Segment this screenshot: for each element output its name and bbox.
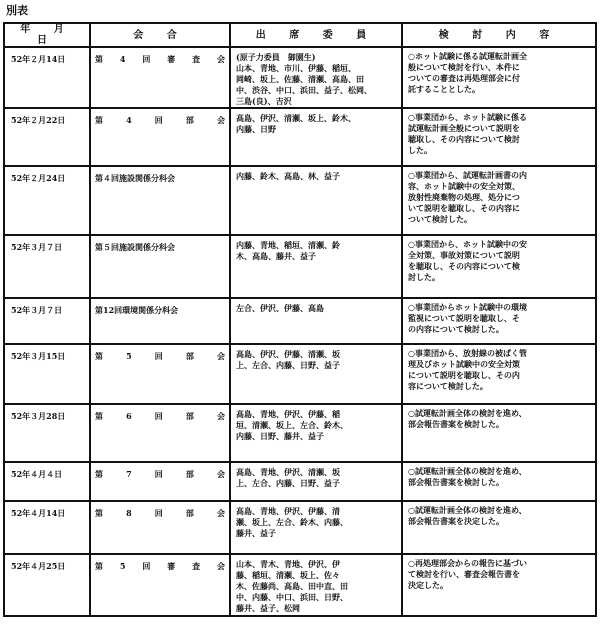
meeting-name-part: 第５回施設関係分科会 — [95, 242, 175, 252]
members-line: 山本、青地、市川、伊藤、稲垣、 — [236, 63, 356, 73]
content-line: の内容について検討した。 — [408, 324, 504, 334]
meeting-name-part: 査 — [192, 561, 201, 571]
content-line: ○試運転計画全体の検討を進め、 — [408, 505, 527, 515]
members-line: 木、高島、藤井、益子 — [236, 251, 316, 261]
content-line: 討した。 — [408, 272, 440, 282]
table-row — [4, 166, 596, 235]
content-line: 般について検討を行い、本件に — [408, 62, 520, 72]
cell-meeting — [90, 235, 230, 298]
content-line: 監視について説明を聴取し、そ — [408, 313, 520, 323]
cell-meeting — [90, 462, 230, 501]
content-line: 聴取し、その内容について検討 — [408, 134, 520, 144]
cell-members — [230, 404, 402, 462]
cell-date: 52年３月７日 — [4, 235, 90, 298]
meeting-name-part: 5 — [119, 561, 126, 571]
members-line: 高島、青地、伊沢、清瀬、坂 — [236, 467, 340, 477]
meeting-name-part: 7 — [126, 469, 132, 479]
members-line: 高島、青地、伊沢、伊藤、稲 — [236, 409, 340, 419]
table-row — [4, 404, 596, 462]
members-line: 木、佐藤尚、高島、田中直、田 — [236, 581, 348, 591]
meeting-name-part: 第 — [95, 508, 103, 518]
content-line: ○事業団から、ホット試験に係る — [408, 112, 527, 122]
cell-meeting — [90, 344, 230, 404]
cell-date: 52年３月28日 — [4, 404, 90, 462]
content-line: 理及びホット試験中の安全対策 — [408, 359, 520, 369]
meeting-name-part: 会 — [216, 469, 225, 479]
cell-meeting — [90, 166, 230, 235]
members-line: 高島、伊沢、伊藤、清瀬、坂 — [236, 349, 340, 359]
cell-content — [402, 344, 596, 404]
table-row — [4, 344, 596, 404]
members-line: 中、内藤、中口、浜田、日野、 — [236, 592, 348, 602]
members-line: 内藤、日野 — [236, 124, 276, 134]
table-row — [4, 462, 596, 501]
members-line: 山本、青木、青地、伊沢、伊 — [236, 559, 340, 569]
cell-date: 52年４月25日 — [4, 554, 90, 616]
cell-content — [402, 554, 596, 616]
meeting-name-part: 4 — [119, 54, 126, 64]
members-line: 岡崎、坂上、佐藤、清瀬、高島、田 — [236, 74, 364, 84]
meeting-name-part: 会 — [216, 508, 225, 518]
members-line: 高島、青地、伊沢、伊藤、清 — [236, 506, 340, 516]
meeting-name-part: 会 — [216, 115, 225, 125]
content-line: て検討を行い、審査会報告書を — [408, 569, 520, 579]
table-body — [4, 47, 596, 616]
content-line: 託することとした。 — [408, 84, 480, 94]
content-line: ついての審査は再処理部会に付 — [408, 73, 520, 83]
cell-members — [230, 298, 402, 344]
meeting-name-part: 会 — [216, 561, 225, 571]
table-row — [4, 501, 596, 554]
cell-date: 52年４月14日 — [4, 501, 90, 554]
content-line: 決定した。 — [408, 580, 448, 590]
content-line: ○試運転計画全体の検討を進め、 — [408, 408, 527, 418]
content-line: 全対策、事故対策について説明 — [408, 250, 520, 260]
cell-members — [230, 344, 402, 404]
content-line: ○事業団から、放射線の被ばく管 — [408, 348, 527, 358]
cell-date: 52年２月14日 — [4, 47, 90, 108]
meeting-name-part: 回 — [154, 469, 163, 479]
meeting-name — [95, 561, 229, 572]
cell-meeting — [90, 108, 230, 166]
cell-content — [402, 47, 596, 108]
content-line: を聴取し、その内容について検 — [408, 261, 520, 271]
table-row — [4, 108, 596, 166]
members-line: 三島(良)、吉沢 — [236, 96, 292, 106]
content-line: ○事業団から、ホット試験中の安 — [408, 239, 527, 249]
cell-content — [402, 235, 596, 298]
meeting-name-part: 回 — [142, 561, 151, 571]
meeting-name-part: 査 — [192, 54, 201, 64]
cell-content — [402, 166, 596, 235]
header-date: 年 月 日 — [4, 23, 90, 47]
meeting-name-part: 審 — [167, 54, 176, 64]
cell-content — [402, 501, 596, 554]
members-line: 高島、伊沢、清瀬、坂上、鈴木、 — [236, 113, 356, 123]
content-line: 容、ホット試験中の安全対策、 — [408, 181, 520, 191]
meeting-name-part: 会 — [216, 54, 225, 64]
table-caption: 別表 — [6, 4, 28, 17]
meeting-name-part: 第 — [95, 351, 103, 361]
content-line: 部会報告書案を検討した。 — [408, 477, 504, 487]
cell-members — [230, 462, 402, 501]
table-row — [4, 47, 596, 108]
content-line: いて説明を聴取し、その内容に — [408, 203, 520, 213]
meeting-name — [95, 242, 229, 253]
cell-meeting — [90, 554, 230, 616]
cell-content — [402, 298, 596, 344]
meeting-name — [95, 115, 229, 126]
cell-meeting — [90, 47, 230, 108]
cell-members — [230, 501, 402, 554]
meeting-table — [3, 22, 597, 617]
members-line: 上、左合、内藤、日野、益子 — [236, 478, 340, 488]
table-row — [4, 235, 596, 298]
meeting-name — [95, 469, 229, 480]
meeting-name-part: 第12回環境関係分科会 — [95, 305, 179, 315]
cell-content — [402, 462, 596, 501]
meeting-name-part: 第 — [95, 411, 103, 421]
members-line: 瀬、坂上、左合、鈴木、内藤、 — [236, 517, 348, 527]
cell-members — [230, 108, 402, 166]
header-meeting: 会 合 — [90, 23, 230, 47]
meeting-name-part: 部 — [185, 411, 194, 421]
meeting-name-part: 4 — [126, 115, 132, 125]
cell-members — [230, 235, 402, 298]
members-line: 上、左合、内藤、日野、益子 — [236, 360, 340, 370]
meeting-name — [95, 508, 229, 519]
header-members: 出 席 委 員 — [230, 23, 402, 47]
members-line: 内藤、鈴木、高島、林、益子 — [236, 171, 340, 181]
cell-members — [230, 554, 402, 616]
content-line: ○再処理部会からの報告に基づい — [408, 558, 527, 568]
meeting-name-part: 部 — [185, 469, 194, 479]
meeting-name-part: 回 — [154, 411, 163, 421]
cell-members — [230, 166, 402, 235]
meeting-name-part: 回 — [142, 54, 151, 64]
cell-date: 52年２月24日 — [4, 166, 90, 235]
meeting-name-part: 第 — [95, 469, 103, 479]
cell-date: 52年２月22日 — [4, 108, 90, 166]
members-line: 垣、清瀬、坂上、左合、鈴木、 — [236, 420, 348, 430]
meeting-name-part: 6 — [126, 411, 132, 421]
meeting-name-part: 部 — [185, 508, 194, 518]
content-line: ○ホット試験に係る試運転計画全 — [408, 51, 527, 61]
content-line: した。 — [408, 145, 432, 155]
content-line: ついて検討した。 — [408, 214, 472, 224]
header-row — [4, 23, 596, 47]
meeting-name-part: 回 — [154, 351, 163, 361]
table-row — [4, 554, 596, 616]
content-line: 部会報告書案を決定した。 — [408, 516, 504, 526]
meeting-name — [95, 305, 229, 316]
meeting-name-part: 審 — [167, 561, 176, 571]
meeting-name-part: 部 — [185, 351, 194, 361]
cell-content — [402, 404, 596, 462]
members-line: 内藤、日野、藤井、益子 — [236, 431, 324, 441]
cell-members — [230, 47, 402, 108]
members-line: 藤井、益子 — [236, 528, 276, 538]
content-line: ○事業団から、試運転計画書の内 — [408, 170, 527, 180]
content-line: 試運転計画全般について説明を — [408, 123, 520, 133]
cell-meeting — [90, 501, 230, 554]
table-row — [4, 298, 596, 344]
meeting-name-part: 会 — [216, 411, 225, 421]
header-content: 検 討 内 容 — [402, 23, 596, 47]
content-line: について説明を聴取し、その内 — [408, 370, 520, 380]
content-line: ○試運転計画全体の検討を進め、 — [408, 466, 527, 476]
members-line: 内藤、青地、稲垣、清瀬、鈴 — [236, 240, 340, 250]
content-line: 放射性廃棄物の処理、処分につ — [408, 192, 520, 202]
members-line: 中、渋谷、中口、浜田、益子、松岡、 — [236, 85, 372, 95]
content-line: ○事業団からホット試験中の環境 — [408, 302, 527, 312]
content-line: 部会報告書案を検討した。 — [408, 419, 504, 429]
meeting-name — [95, 411, 229, 422]
cell-meeting — [90, 298, 230, 344]
meeting-name — [95, 54, 229, 65]
members-line: 藤井、益子、松岡 — [236, 603, 300, 613]
cell-date: 52年３月15日 — [4, 344, 90, 404]
meeting-name-part: 第 — [95, 115, 103, 125]
meeting-name-part: 部 — [185, 115, 194, 125]
cell-date: 52年３月７日 — [4, 298, 90, 344]
meeting-name-part: 5 — [126, 351, 132, 361]
meeting-name-part: 第 — [95, 54, 103, 64]
meeting-name-part: 回 — [154, 115, 163, 125]
members-line: 左合、伊沢、伊藤、高島 — [236, 303, 324, 313]
cell-meeting — [90, 404, 230, 462]
meeting-name-part: 回 — [154, 508, 163, 518]
cell-content — [402, 108, 596, 166]
members-line: 藤、稲垣、清瀬、坂上、佐々 — [236, 570, 340, 580]
meeting-name-part: 8 — [126, 508, 132, 518]
meeting-name — [95, 173, 229, 184]
meeting-name-part: 会 — [216, 351, 225, 361]
meeting-name — [95, 351, 229, 362]
content-line: 容について検討した。 — [408, 381, 488, 391]
cell-date: 52年４月４日 — [4, 462, 90, 501]
meeting-name-part: 第４回施設関係分科会 — [95, 173, 175, 183]
members-line: (原子力委員 御園生) — [236, 52, 316, 62]
meeting-name-part: 第 — [95, 561, 103, 571]
